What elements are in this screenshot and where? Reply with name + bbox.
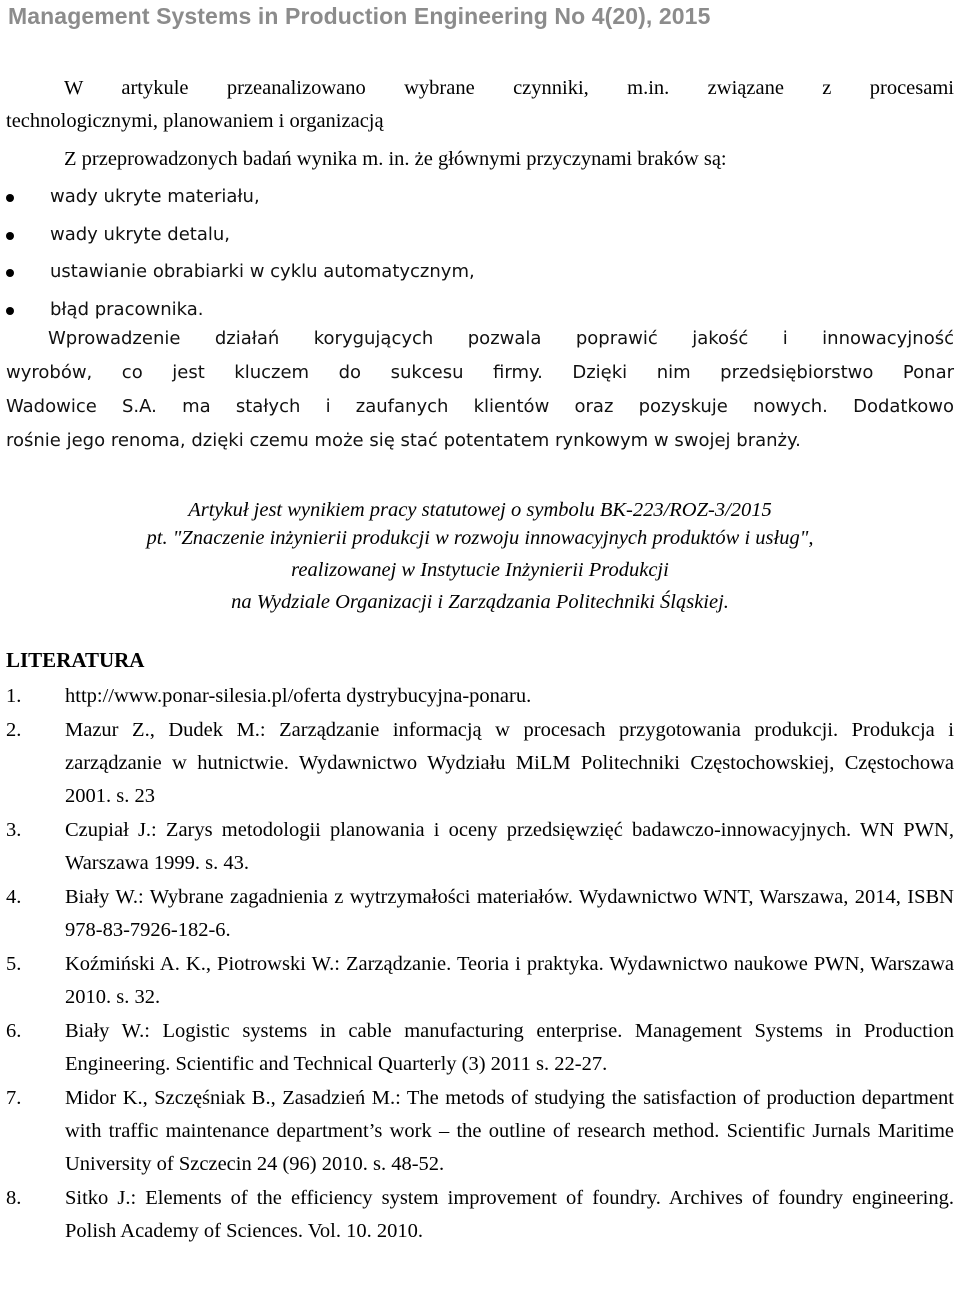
reference-item	[6, 1082, 954, 1181]
reference-text: Mazur Z., Dudek M.: Zarządzanie informacją w procesach przygotowania produkcji. Produkcja i zarządzanie w hutnictwie. Wydawnictwo Wydziału MiLM Politechniki Częstochowskiej, Częstochowa 2001. s. 23	[65, 719, 954, 807]
list-item-text: błąd pracownika.	[50, 298, 204, 320]
reference-number: 7.	[6, 1087, 22, 1109]
reference-item	[6, 714, 954, 813]
list-item	[6, 180, 706, 218]
reference-item	[6, 948, 954, 1014]
bullet-icon	[6, 232, 14, 240]
bullet-icon	[6, 307, 14, 315]
reference-text: Midor K., Szczęśniak B., Zasadzień M.: The metods of studying the satisfaction of production department with traffic maintenance department’s work – the outline of research method. Scientific Jurnals Maritime University of Szczecin 24 (96) 2010. s. 48-52.	[65, 1087, 954, 1175]
conclusion-line-2: wyrobów, co jest kluczem do sukcesu firmy. Dzięki nim przedsiębiorstwo Ponar	[6, 362, 954, 383]
literature-heading: LITERATURA	[6, 648, 145, 672]
conclusion-line-1: Wprowadzenie działań korygujących pozwala poprawić jakość i innowacyjność	[48, 328, 954, 349]
bullet-icon	[6, 194, 14, 202]
list-item-text: wady ukryte materiału,	[50, 186, 260, 207]
reference-text: Biały W.: Logistic systems in cable manufacturing enterprise. Management Systems in Production Engineering. Scientific and Technical Quarterly (3) 2011 s. 22-27.	[65, 1020, 954, 1075]
reference-item	[6, 1015, 954, 1081]
reference-number: 1.	[6, 685, 22, 707]
bullet-icon	[6, 269, 14, 277]
reference-number: 8.	[6, 1187, 22, 1209]
reference-text: Koźmiński A. K., Piotrowski W.: Zarządzanie. Teoria i praktyka. Wydawnictwo naukowe PWN, Warszawa 2010. s. 32.	[65, 953, 954, 1008]
acknowledgement-line-4: na Wydziale Organizacji i Zarządzania Politechniki Śląskiej.	[231, 591, 729, 613]
reference-number: 5.	[6, 953, 22, 975]
reference-list	[6, 680, 954, 1249]
intro-line-2: technologicznymi, planowaniem i organizacją	[6, 110, 384, 132]
reference-text: Sitko J.: Elements of the efficiency system improvement of foundry. Archives of foundry engineering. Polish Academy of Sciences. Vol. 10. 2010.	[65, 1187, 954, 1242]
reference-text: Czupiał J.: Zarys metodologii planowania i oceny przedsięwzięć badawczo-innowacyjnych. WN PWN, Warszawa 1999. s. 43.	[65, 819, 954, 874]
defect-causes-list	[6, 180, 706, 330]
list-item-text: ustawianie obrabiarki w cyklu automatycznym,	[50, 261, 475, 282]
conclusion-line-3: Wadowice S.A. ma stałych i zaufanych klientów oraz pozyskuje nowych. Dodatkowo	[6, 396, 954, 417]
reference-number: 2.	[6, 719, 22, 741]
reference-item	[6, 1182, 954, 1248]
acknowledgement-line-3: realizowanej w Instytucie Inżynierii Produkcji	[291, 559, 669, 581]
conclusion-line-4: rośnie jego renoma, dzięki czemu może się stać potentatem rynkowym w swojej branży.	[6, 430, 801, 451]
acknowledgement-line-1: Artykuł jest wynikiem pracy statutowej o symbolu BK-223/ROZ-3/2015	[188, 499, 772, 521]
reference-item	[6, 814, 954, 880]
intro-line-1: W artykule przeanalizowano wybrane czynniki, m.in. związane z procesami	[64, 77, 954, 99]
list-item	[6, 218, 706, 256]
reference-number: 6.	[6, 1020, 22, 1042]
reference-number: 3.	[6, 819, 22, 841]
reference-item	[6, 680, 954, 713]
acknowledgement-line-2: pt. "Znaczenie inżynierii produkcji w rozwoju innowacyjnych produktów i usług",	[146, 527, 814, 549]
reference-item	[6, 881, 954, 947]
reference-number: 4.	[6, 886, 22, 908]
list-item	[6, 255, 706, 293]
reference-text: Biały W.: Wybrane zagadnienia z wytrzymałości materiałów. Wydawnictwo WNT, Warszawa, 2014, ISBN 978-83-7926-182-6.	[65, 886, 954, 941]
intro-line-3: Z przeprowadzonych badań wynika m. in. że głównymi przyczynami braków są:	[64, 148, 727, 170]
reference-text: http://www.ponar-silesia.pl/oferta dystrybucyjna-ponaru.	[65, 685, 532, 707]
list-item-text: wady ukryte detalu,	[50, 223, 231, 245]
running-header: Management Systems in Production Engineering No 4(20), 2015	[8, 3, 711, 29]
